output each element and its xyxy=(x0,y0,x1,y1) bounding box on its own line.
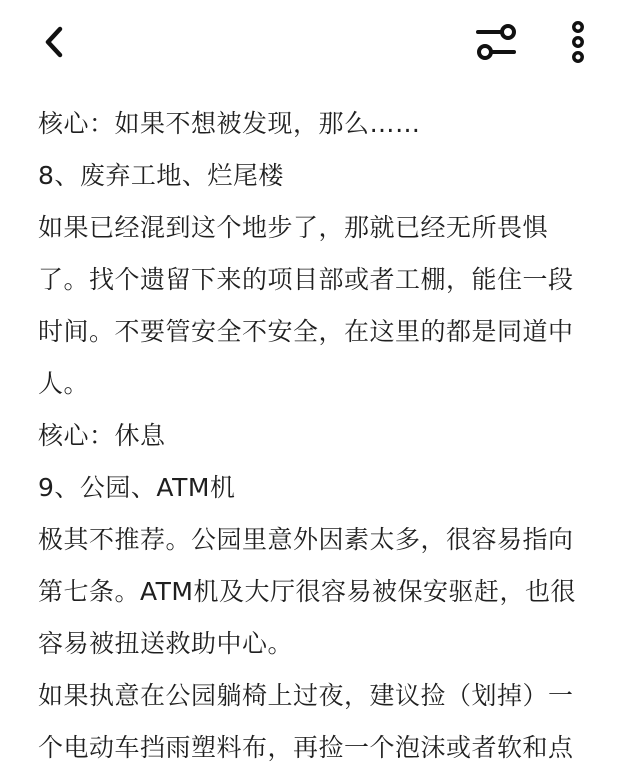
article-line: 如果已经混到这个地步了，那就已经无所畏惧 xyxy=(38,213,549,242)
top-toolbar xyxy=(0,0,640,86)
filter-settings-button[interactable] xyxy=(470,18,522,66)
back-button[interactable] xyxy=(30,20,78,64)
article-line: 8、废弃工地、烂尾楼 xyxy=(38,161,284,190)
more-vertical-icon xyxy=(566,20,590,64)
article-line: 个电动车挡雨塑料布，再捡一个泡沫或者软和点 xyxy=(38,733,574,762)
article-line: 极其不推荐。公园里意外因素太多，很容易指向 xyxy=(38,525,574,554)
chevron-left-icon xyxy=(40,25,68,59)
more-options-button[interactable] xyxy=(556,18,600,66)
article-line: 人。 xyxy=(38,369,90,398)
article-line: 核心：如果不想被发现，那么…… xyxy=(38,109,421,138)
article-line: 如果执意在公园躺椅上过夜，建议捡（划掉）一 xyxy=(38,681,574,710)
article-line: 9、公园、ATM机 xyxy=(38,473,236,502)
article-line: 时间。不要管安全不安全，在这里的都是同道中 xyxy=(38,317,574,346)
filter-adjust-icon xyxy=(472,20,520,64)
article-line: 第七条。ATM机及大厅很容易被保安驱赶，也很 xyxy=(38,577,577,606)
article-body xyxy=(38,98,618,774)
article-line: 了。找个遗留下来的项目部或者工棚，能住一段 xyxy=(38,265,574,294)
article-line: 核心：休息 xyxy=(38,421,166,450)
article-line: 容易被扭送救助中心。 xyxy=(38,629,294,658)
